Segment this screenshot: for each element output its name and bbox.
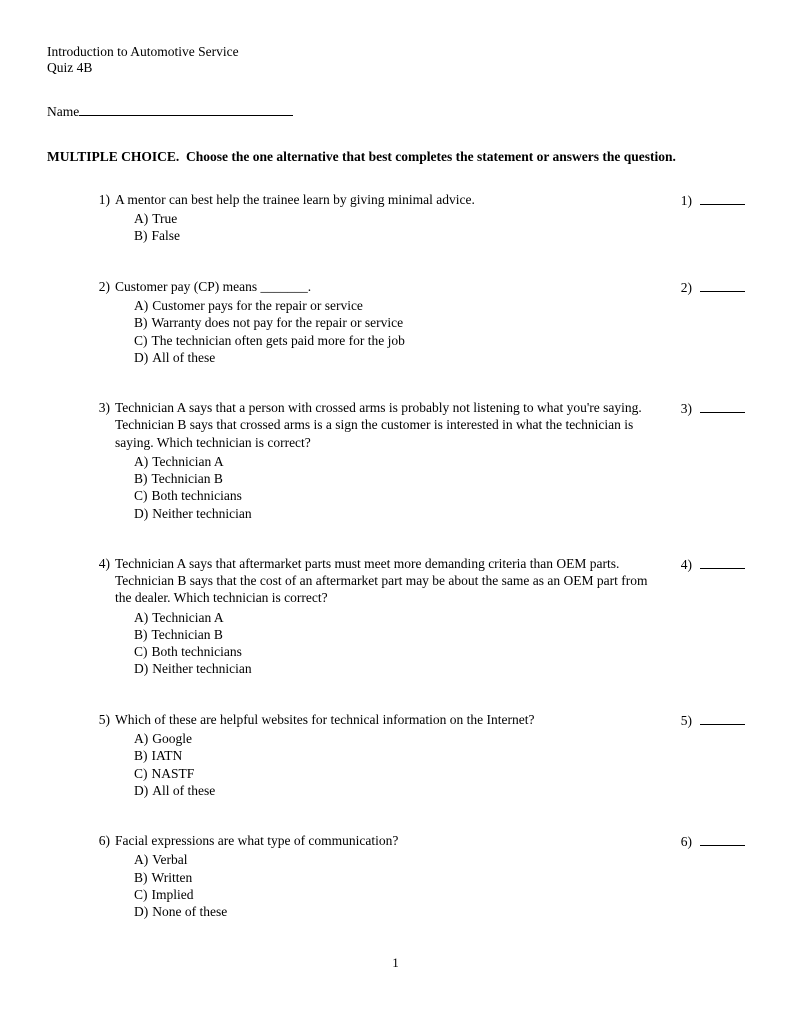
choice-text: Technician B: [151, 626, 223, 642]
choices-list: [115, 297, 655, 366]
choice-text: Neither technician: [152, 505, 252, 521]
answer-number: 3): [680, 401, 692, 417]
question-number: 3): [98, 400, 110, 416]
question-number: 6): [98, 833, 110, 849]
question-block: [90, 278, 745, 366]
question-body: [115, 555, 655, 678]
choice-text: False: [151, 228, 180, 244]
choice-text: True: [152, 211, 178, 227]
choice-item: [134, 349, 655, 366]
answer-area: [681, 832, 745, 850]
question-body: [115, 278, 655, 366]
choice-letter: C): [134, 488, 148, 504]
page-number: 1: [392, 955, 399, 971]
choice-letter: A): [134, 609, 149, 625]
question-text: Which of these are helpful websites for technical information on the Internet?: [115, 711, 535, 727]
choice-text: Google: [152, 731, 192, 747]
quiz-title: Quiz 4B: [47, 60, 93, 76]
choices-list: [115, 210, 655, 245]
question-body: [115, 399, 655, 522]
choice-item: [134, 851, 655, 868]
question-block: [90, 191, 745, 245]
choice-item: [134, 470, 655, 487]
choice-text: Both technicians: [151, 644, 242, 660]
choice-item: [134, 210, 655, 227]
choice-item: [134, 782, 655, 799]
choices-list: [115, 453, 655, 522]
choice-item: [134, 453, 655, 470]
question-text: Facial expressions are what type of communication?: [115, 833, 399, 849]
answer-number: 1): [680, 192, 692, 208]
answer-blank-line[interactable]: [700, 192, 745, 205]
choice-letter: C): [134, 644, 148, 660]
question-body: [115, 711, 655, 799]
choice-item: [134, 747, 655, 764]
question-block: [90, 711, 745, 799]
choice-item: [134, 886, 655, 903]
choice-letter: B): [134, 869, 148, 885]
choice-text: Written: [151, 869, 193, 885]
question-text: Technician A says that aftermarket parts must meet more demanding criteria than OEM parts. Technician B says that the cost of an aftermarket part may be about the same as an OEM part from the dealer. Which technician is correct?: [115, 555, 648, 606]
question-block: [90, 832, 745, 920]
choice-item: [134, 505, 655, 522]
choice-letter: A): [134, 211, 149, 227]
instructions: MULTIPLE CHOICE. Choose the one alternative that best completes the statement or answers the question.: [47, 148, 676, 164]
choice-text: Neither technician: [152, 661, 252, 677]
choice-item: [134, 297, 655, 314]
answer-area: [681, 191, 745, 209]
document-header: [47, 44, 745, 76]
question-body: [115, 191, 655, 245]
answer-blank-line[interactable]: [700, 712, 745, 725]
choice-letter: D): [134, 661, 149, 677]
answer-number: 5): [680, 712, 692, 728]
choice-text: All of these: [152, 782, 216, 798]
answer-blank-line[interactable]: [700, 400, 745, 413]
answer-blank-line[interactable]: [700, 556, 745, 569]
question-number: 4): [98, 555, 110, 571]
choice-item: [134, 643, 655, 660]
choice-item: [134, 869, 655, 886]
choice-letter: B): [134, 748, 148, 764]
name-blank-line[interactable]: [79, 102, 293, 116]
questions-list: [47, 191, 745, 921]
choice-item: [134, 660, 655, 677]
choice-letter: C): [134, 765, 148, 781]
answer-area: [681, 278, 745, 296]
choice-item: [134, 626, 655, 643]
answer-blank-line[interactable]: [700, 833, 745, 846]
choice-text: Customer pays for the repair or service: [152, 297, 363, 313]
choice-item: [134, 487, 655, 504]
choice-letter: D): [134, 505, 149, 521]
answer-area: [681, 555, 745, 573]
choice-text: None of these: [152, 904, 228, 920]
choices-list: [115, 851, 655, 920]
course-title: Introduction to Automotive Service: [47, 44, 239, 59]
choice-item: [134, 903, 655, 920]
choice-text: All of these: [152, 349, 216, 365]
choice-item: [134, 609, 655, 626]
choice-letter: B): [134, 315, 148, 331]
question-number: 5): [98, 711, 110, 727]
choice-text: Verbal: [152, 852, 188, 868]
question-block: [90, 555, 745, 678]
choice-letter: A): [134, 852, 149, 868]
answer-blank-line[interactable]: [700, 279, 745, 292]
name-row: [47, 102, 745, 120]
choice-letter: A): [134, 731, 149, 747]
choices-list: [115, 730, 655, 799]
answer-area: [681, 711, 745, 729]
answer-number: 6): [680, 834, 692, 850]
choice-letter: B): [134, 471, 148, 487]
choice-text: Technician B: [151, 471, 223, 487]
choice-text: Implied: [151, 886, 194, 902]
choice-letter: D): [134, 904, 149, 920]
choice-text: Technician A: [152, 453, 224, 469]
question-text: Customer pay (CP) means _______.: [115, 278, 312, 294]
choice-text: IATN: [151, 748, 183, 764]
answer-area: [681, 399, 745, 417]
question-number: 2): [98, 278, 110, 294]
choice-letter: B): [134, 626, 148, 642]
choice-letter: A): [134, 297, 149, 313]
answer-number: 4): [680, 556, 692, 572]
choice-item: [134, 332, 655, 349]
choice-letter: B): [134, 228, 148, 244]
question-text: Technician A says that a person with crossed arms is probably not listening to what you're saying. Technician B says that crossed arms is a sign the customer is interested in what the technician is saying. Which technician is correct?: [115, 400, 642, 450]
choice-item: [134, 765, 655, 782]
name-label: Name: [47, 104, 80, 120]
question-text: A mentor can best help the trainee learn by giving minimal advice.: [115, 191, 475, 207]
choice-text: Warranty does not pay for the repair or service: [151, 315, 404, 331]
question-block: [90, 399, 745, 522]
choice-letter: A): [134, 453, 149, 469]
answer-number: 2): [680, 279, 692, 295]
choice-item: [134, 314, 655, 331]
choice-letter: D): [134, 782, 149, 798]
choice-text: The technician often gets paid more for the job: [151, 332, 405, 348]
choice-item: [134, 730, 655, 747]
question-number: 1): [98, 191, 110, 207]
choice-letter: D): [134, 349, 149, 365]
choice-text: NASTF: [151, 765, 195, 781]
question-body: [115, 832, 655, 920]
choice-text: Both technicians: [151, 488, 242, 504]
choice-letter: C): [134, 332, 148, 348]
choices-list: [115, 609, 655, 678]
choice-item: [134, 227, 655, 244]
choice-text: Technician A: [152, 609, 224, 625]
choice-letter: C): [134, 886, 148, 902]
